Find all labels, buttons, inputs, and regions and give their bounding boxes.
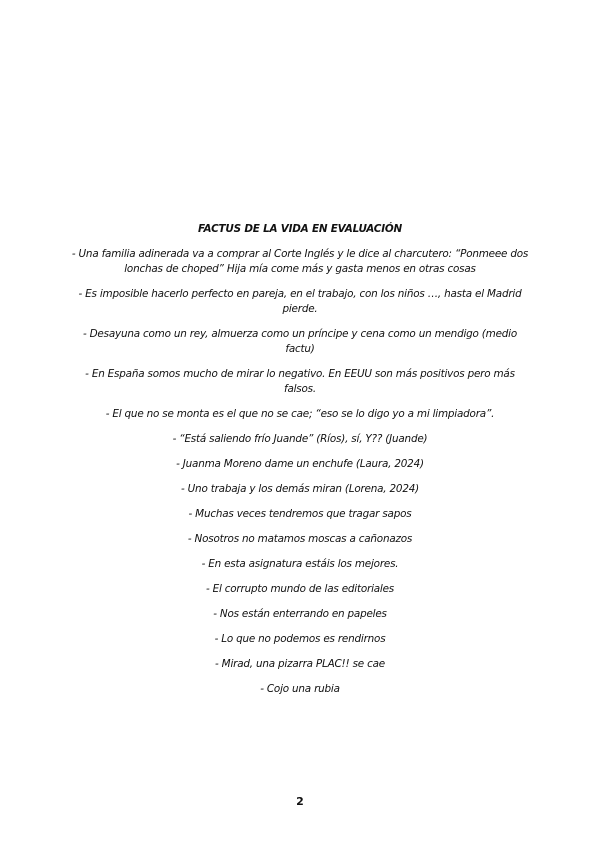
factus-line-7: - Juanma Moreno dame un enchufe (Laura, 2024) xyxy=(176,458,424,470)
factus-line-3: - Desayuna como un rey, almuerza como un príncipe y cena como un mendigo (medio factu) xyxy=(82,328,518,355)
factus-line-1: - Una familia adinerada va a comprar al Corte Inglés y le dice al charcutero: “Ponmeee dos lonchas de choped” Hija mía come más y gasta menos en otras cosas xyxy=(71,248,529,275)
factus-line-13: - Nos están enterrando en papeles xyxy=(213,608,387,620)
factus-line-6: - “Está saliendo frío Juande” (Ríos), sí, Y?? (Juande) xyxy=(172,433,428,445)
factus-line-2: - Es imposible hacerlo perfecto en pareja, en el trabajo, con los niños …, hasta el Madrid pierde. xyxy=(78,288,522,315)
document-content xyxy=(70,222,530,707)
factus-line-14: - Lo que no podemos es rendirnos xyxy=(214,633,386,645)
factus-line-12: - El corrupto mundo de las editoriales xyxy=(205,583,395,595)
factus-line-9: - Muchas veces tendremos que tragar sapos xyxy=(188,508,412,520)
factus-line-5: - El que no se monta es el que no se cae; “eso se lo digo yo a mi limpiadora”. xyxy=(105,408,495,420)
factus-line-16: - Cojo una rubia xyxy=(260,683,340,695)
factus-line-8: - Uno trabaja y los demás miran (Lorena, 2024) xyxy=(181,483,419,495)
page-number: 2 xyxy=(296,795,304,808)
factus-line-11: - En esta asignatura estáis los mejores. xyxy=(201,558,399,570)
document-title: FACTUS DE LA VIDA EN EVALUACIÓN xyxy=(198,223,402,235)
factus-line-10: - Nosotros no matamos moscas a cañonazos xyxy=(187,533,413,545)
factus-line-15: - Mirad, una pizarra PLAC!! se cae xyxy=(215,658,385,670)
factus-line-4: - En España somos mucho de mirar lo negativo. En EEUU son más positivos pero más falsos. xyxy=(85,368,515,395)
